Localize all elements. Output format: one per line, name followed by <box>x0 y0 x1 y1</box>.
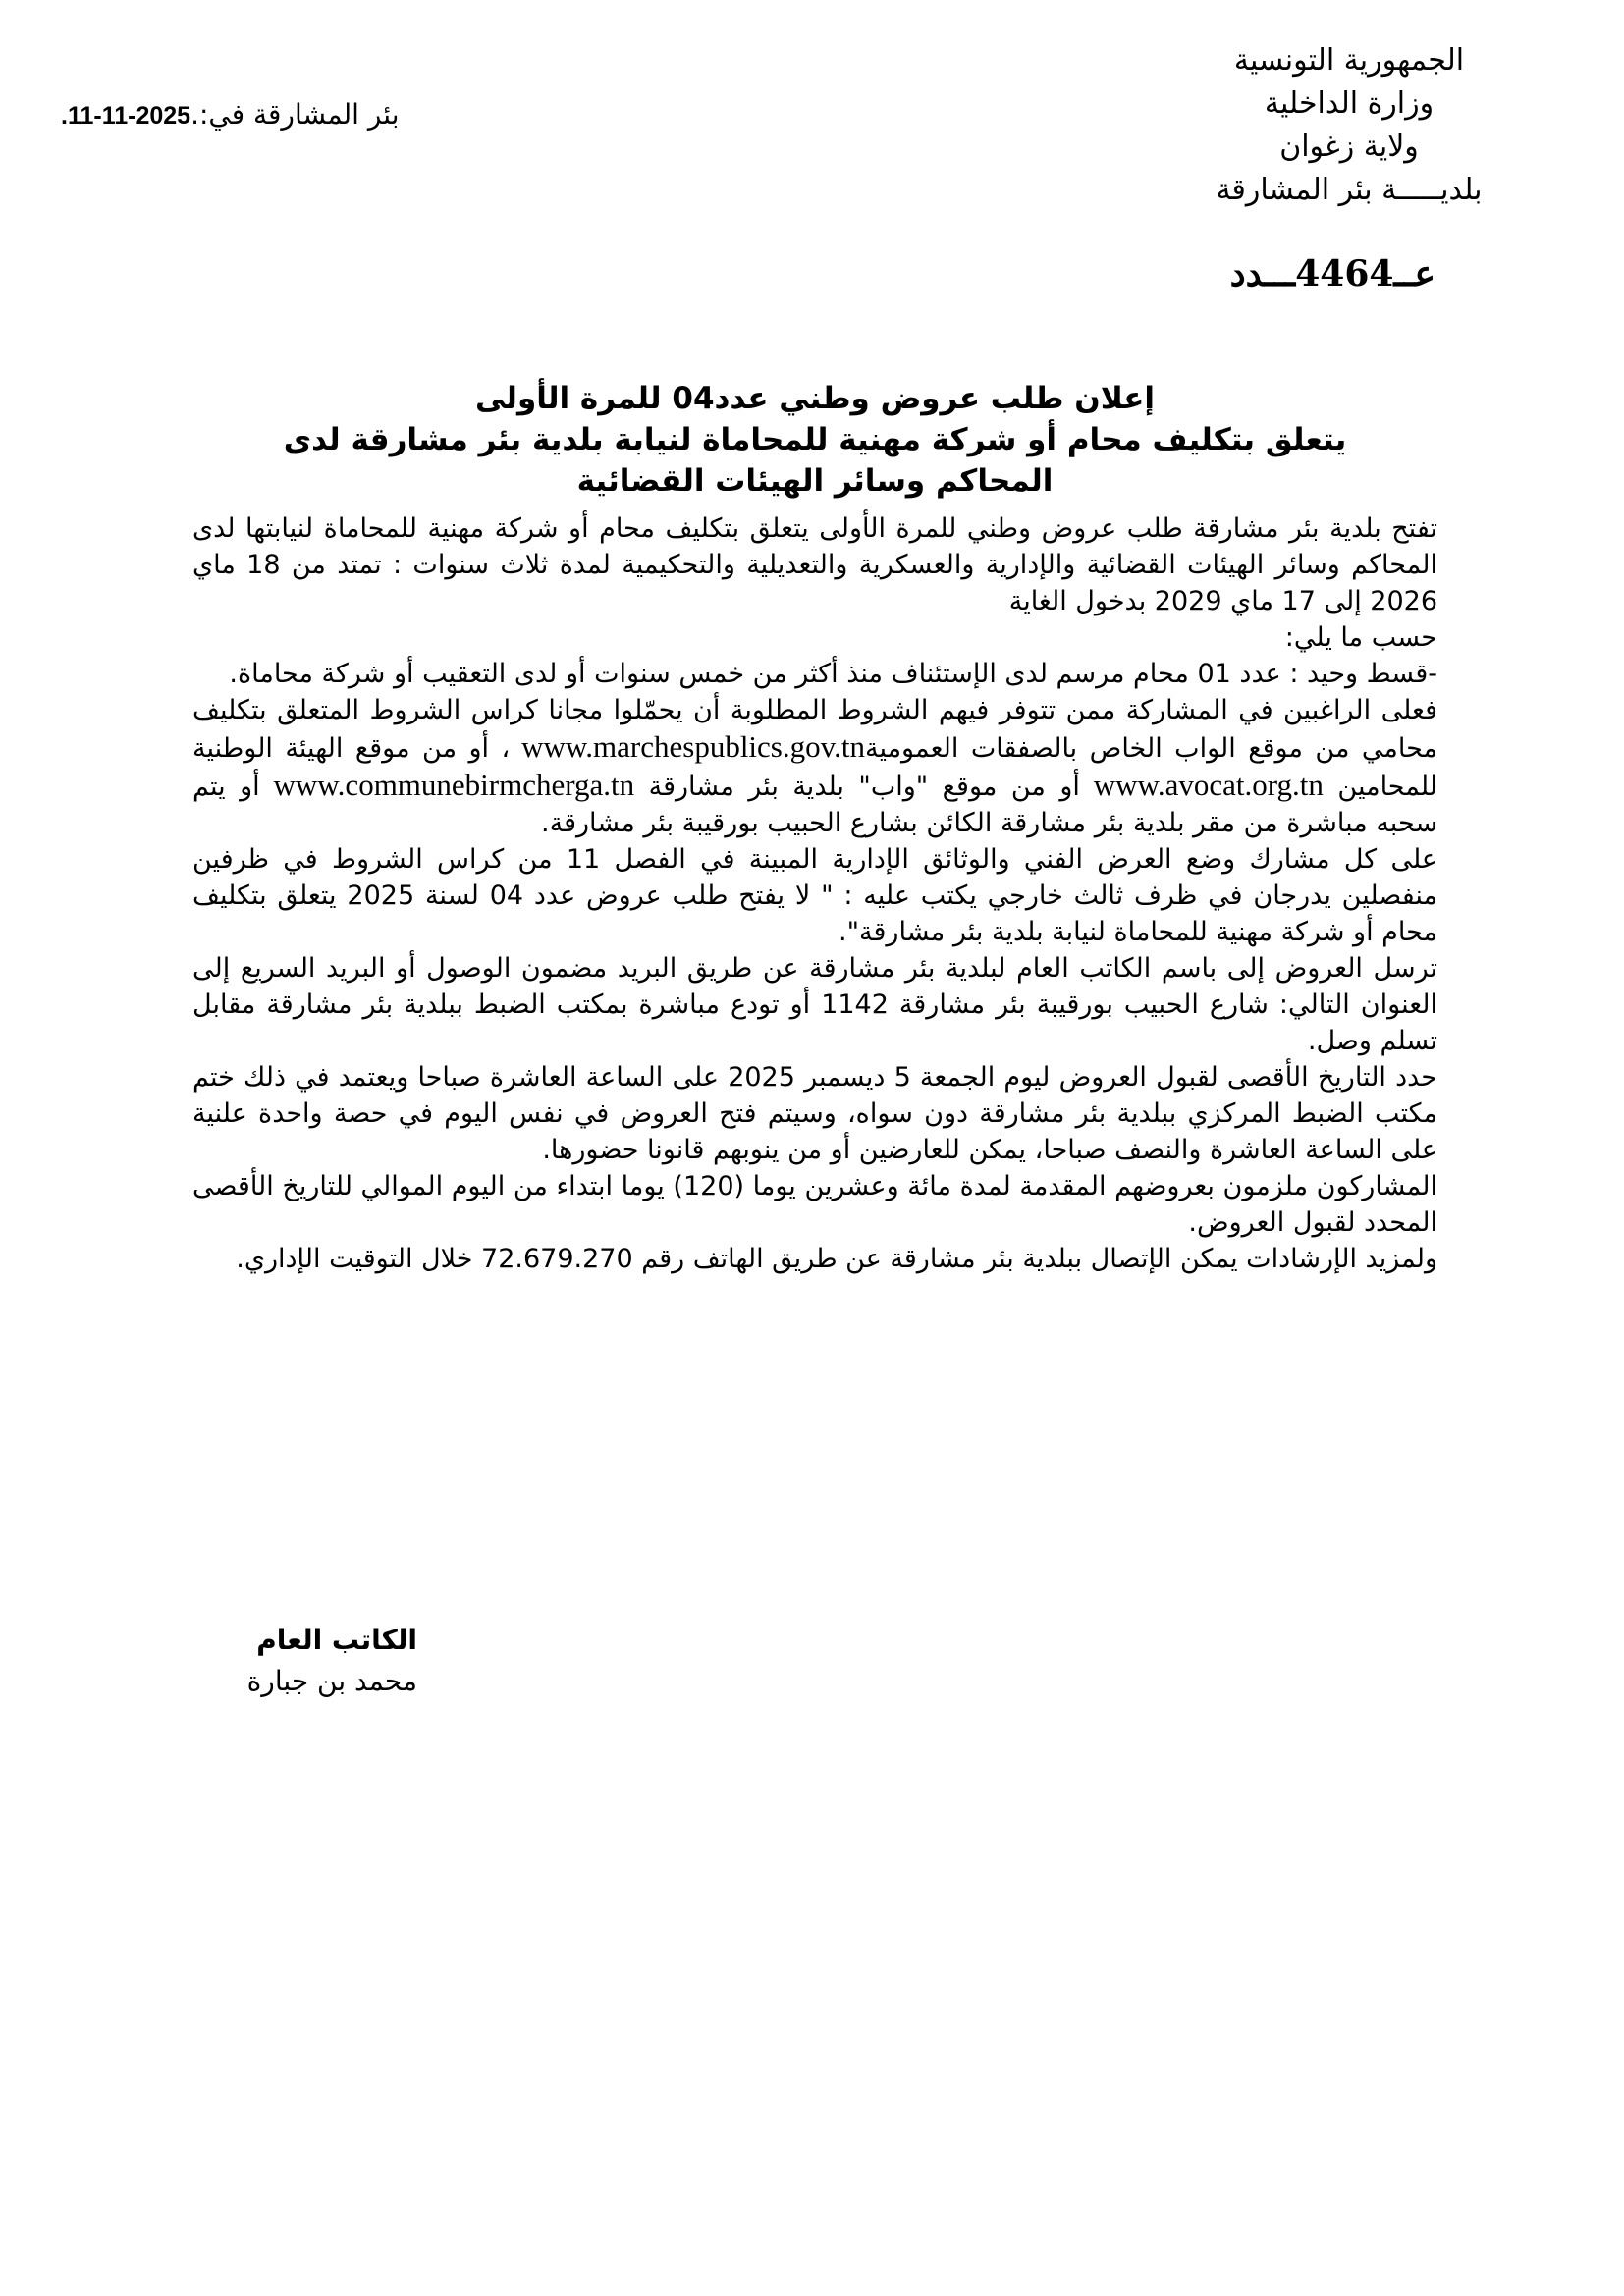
download-text-4: أو يتم سحبه مباشرة من مقر بلدية بئر مشارقة الكائن بشارع الحبيب بورقيبة بئر مشارقة. <box>192 772 1437 838</box>
signatory-name: محمد بن جبارة <box>246 1665 417 1697</box>
letterhead-municipality: بلديـــــة بئر المشارقة <box>1216 173 1483 207</box>
letterhead-ministry: وزارة الداخلية <box>1264 86 1435 121</box>
paragraph-as-follows: حسب ما يلي: <box>1284 622 1437 653</box>
letterhead-republic: الجمهورية التونسية <box>1233 43 1465 78</box>
link-marchespublics[interactable]: www.marchespublics.gov.tn <box>521 729 865 764</box>
paragraph-envelopes: على كل مشارك وضع العرض الفني والوثائق الإدارية المبينة في الفصل 11 من كراس الشروط في ظرفين منفصلين يدرجان في ظرف ثالث خارجي يكتب عليه : " لا يفتح طلب عروض عدد 04 لسنة 2025 يتعلق بتكليف محام أو شركة مهنية للمحاماة لنيابة بلدية بئر مشارقة". <box>192 844 1438 947</box>
letterhead <box>1192 39 1506 212</box>
place-date <box>61 98 400 131</box>
link-avocat[interactable]: www.avocat.org.tn <box>1093 768 1324 802</box>
reference-number: عــ4464ـــدد <box>1229 253 1435 294</box>
signature-block <box>172 1620 417 1702</box>
download-text-3: أو من موقع "واب" بلدية بئر مشارقة <box>648 772 1080 802</box>
signatory-title: الكاتب العام <box>256 1624 417 1656</box>
document-date: .11-11-2025 <box>61 102 191 130</box>
paragraph-validity: المشاركون ملزمون بعروضهم المقدمة لمدة مائة وعشرين يوما (120) يوما ابتداء من اليوم الموالي للتاريخ الأقصى المحدد لقبول العروض. <box>192 1171 1437 1238</box>
paragraph-deadline: حدد التاريخ الأقصى لقبول العروض ليوم الجمعة 5 ديسمبر 2025 على الساعة العاشرة صباحا ويعتمد في ذلك ختم مكتب الضبط المركزي ببلدية بئر مشارقة دون سواه، وسيتم فتح العروض في نفس اليوم في حصة واحدة علنية على الساعة العاشرة والنصف صباحا، يمكن للعارضين أو من ينوبهم قانونا حضورها. <box>192 1062 1437 1165</box>
title-line-1: إعلان طلب عروض وطني عدد04 للمرة الأولى <box>474 381 1156 416</box>
paragraph-contact: ولمزيد الإرشادات يمكن الإتصال ببلدية بئر مشارقة عن طريق الهاتف رقم 72.679.270 خلال التوقيت الإداري. <box>236 1244 1437 1274</box>
title-line-2: يتعلق بتكليف محام أو شركة مهنية للمحاماة لنيابة بلدية بئر مشارقة لدى المحاكم وسائر الهيئات القضائية <box>283 422 1347 499</box>
announcement-body <box>192 510 1437 1277</box>
paragraph-intro: تفتح بلدية بئر مشارقة طلب عروض وطني للمرة الأولى يتعلق بتكليف محام أو شركة مهنية للمحاماة لنيابتها لدى المحاكم وسائر الهيئات القضائية والإدارية والعسكرية والتعديلية والتحكيمية لمدة ثلاث سنوات : تمتد من 18 ماي 2026 إلى 17 ماي 2029 بدخول الغاية <box>192 513 1437 616</box>
place-label: بئر المشارقة في:. <box>190 98 400 131</box>
announcement-title <box>226 378 1404 502</box>
download-text-2: ، أو من موقع الهيئة الوطنية للمحامين <box>192 733 1437 802</box>
paragraph-download <box>192 692 1437 841</box>
letterhead-governorate: ولاية زغوان <box>1279 130 1419 164</box>
paragraph-submission: ترسل العروض إلى باسم الكاتب العام لبلدية بئر مشارقة عن طريق البريد مضمون الوصول أو البريد السريع إلى العنوان التالي: شارع الحبيب بورقيبة بئر مشارقة 1142 أو تودع مباشرة بمكتب الضبط ببلدية بئر مشارقة مقابل تسلم وصل. <box>192 953 1437 1056</box>
paragraph-lot: -قسط وحيد : عدد 01 محام مرسم لدى الإستئناف منذ أكثر من خمس سنوات أو لدى التعقيب أو شركة محاماة. <box>229 659 1437 689</box>
link-commune[interactable]: www.communebirmcherga.tn <box>273 768 635 802</box>
download-text-1: فعلى الراغبين في المشاركة ممن تتوفر فيهم الشروط المطلوبة أن يحمّلوا مجانا كراس الشروط المتعلق بتكليف محامي من موقع الواب الخاص بالصفقات العمومية <box>192 695 1438 764</box>
